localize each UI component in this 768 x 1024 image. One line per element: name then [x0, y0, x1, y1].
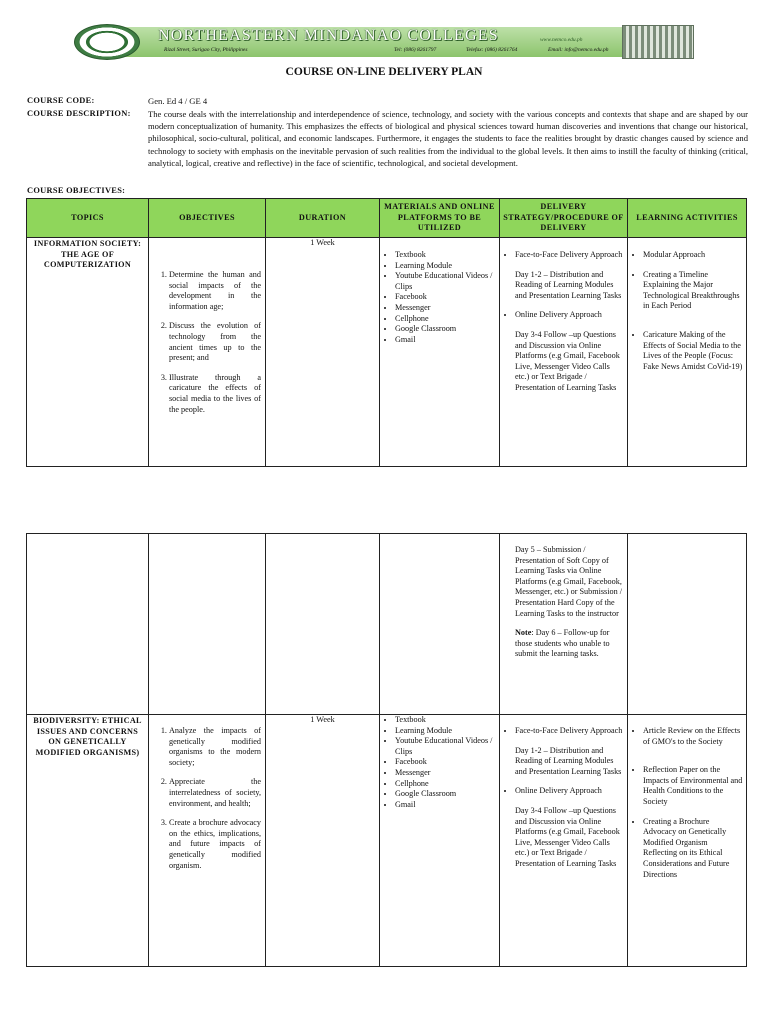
- topic-bold: BIODIVERSITY: [33, 716, 97, 725]
- material-item: • Gmail: [395, 335, 499, 346]
- header-delivery: DELIVERY STRATEGY/PROCEDURE OF DELIVERY: [500, 199, 628, 238]
- duration-cell: 1 Week: [266, 715, 380, 967]
- material-item: • Google Classroom: [395, 324, 499, 335]
- school-website: www.nemco.edu.ph: [540, 37, 583, 43]
- course-code-value: Gen. Ed 4 / GE 4: [148, 96, 208, 106]
- material-item: • Textbook: [395, 715, 499, 726]
- topic-cell: [27, 534, 149, 715]
- material-item: • Textbook: [395, 250, 499, 261]
- activity-item: • Creating a Timeline Explaining the Major Technological Breakthroughs in Each Period: [643, 270, 743, 312]
- school-seal-icon: [74, 24, 140, 60]
- school-email: Email: info@nemco.edu.ph: [548, 47, 609, 53]
- material-item: • Cellphone: [395, 314, 499, 325]
- letterhead: [74, 24, 694, 60]
- school-building-image: [622, 25, 694, 59]
- table-row: [27, 238, 747, 467]
- activity-item: • Reflection Paper on the Impacts of Environmental and Health Conditions to the Society: [643, 765, 743, 807]
- topic-cell: [27, 715, 149, 967]
- topic-cell: INFORMATION SOCIETY: THE AGE OF COMPUTERIZATION: [27, 238, 149, 467]
- duration-cell: 1 Week: [266, 238, 380, 467]
- delivery-approach: [515, 726, 624, 777]
- delivery-approach-title: • Online Delivery Approach: [515, 786, 602, 796]
- objectives-cell: [149, 534, 266, 715]
- header-objectives: OBJECTIVES: [149, 199, 266, 238]
- delivery-approach: [515, 310, 624, 393]
- material-item: • Youtube Educational Videos / Clips: [395, 271, 499, 292]
- activities-cell: [628, 534, 747, 715]
- header-topics: TOPICS: [27, 199, 149, 238]
- delivery-approach: [515, 786, 624, 869]
- activity-item: • Caricature Making of the Effects of Social Media to the Lives of the People (Focus: Fake News Amidst CoVid-19): [643, 330, 743, 372]
- header-activities: LEARNING ACTIVITIES: [628, 199, 747, 238]
- note-label: Note: [515, 628, 532, 638]
- objective-item: 1. Analyze the impacts of genetically modified organisms to the modern society;: [169, 726, 261, 768]
- activity-item: • Creating a Brochure Advocacy on Genetically Modified Organism Reflecting on its Ethical Considerations and Future Directions: [643, 817, 743, 881]
- objective-item: 1. Determine the human and social impacts of the development in the information age;: [169, 270, 261, 312]
- delivery-approach: [515, 250, 624, 301]
- objective-item: 2. Appreciate the interrelatedness of society, environment, and health;: [169, 777, 261, 809]
- material-item: • Gmail: [395, 800, 499, 811]
- school-name: NORTHEASTERN MINDANAO COLLEGES: [158, 27, 499, 44]
- header-materials: MATERIALS AND ONLINE PLATFORMS TO BE UTILIZED: [380, 199, 500, 238]
- delivery-plan-table-continued: [26, 533, 747, 967]
- note-text: : Day 6 – Follow-up for those students who unable to submit the learning tasks.: [515, 628, 610, 659]
- delivery-approach-detail: Day 1-2 – Distribution and Reading of Learning Modules and Presentation Learning Tasks: [515, 269, 622, 300]
- materials-cell: [380, 534, 500, 715]
- delivery-approach-detail: Day 1-2 – Distribution and Reading of Learning Modules and Presentation Learning Tasks: [515, 745, 622, 776]
- material-item: • Messenger: [395, 303, 499, 314]
- delivery-cell: [500, 534, 628, 715]
- delivery-approach-title: • Online Delivery Approach: [515, 310, 602, 320]
- material-item: • Google Classroom: [395, 789, 499, 800]
- material-item: • Facebook: [395, 757, 499, 768]
- school-telefax: Telefax: (086) 8261764: [466, 47, 518, 53]
- activities-cell: [628, 715, 747, 967]
- material-item: • Messenger: [395, 768, 499, 779]
- material-item: • Cellphone: [395, 779, 499, 790]
- objectives-cell: [149, 715, 266, 967]
- delivery-cell: [500, 238, 628, 467]
- course-description-label: COURSE DESCRIPTION:: [27, 109, 131, 118]
- activities-cell: [628, 238, 747, 467]
- materials-cell: [380, 715, 500, 967]
- delivery-note: [515, 628, 624, 660]
- material-item: • Learning Module: [395, 261, 499, 272]
- table-row: [27, 534, 747, 715]
- delivery-approach-detail: Day 3-4 Follow –up Questions and Discussion via Online Platforms (e.g Gmail, Facebook Live, Messenger Video Calls etc.) or Text Brigade / Presentation of Learning Tasks: [515, 329, 620, 392]
- school-tel: Tel: (086) 8261797: [394, 47, 437, 53]
- material-item: • Learning Module: [395, 726, 499, 737]
- delivery-continuation: Day 5 – Submission / Presentation of Soft Copy of Learning Tasks via Online Platforms (e.g Gmail, Facebook, Messenger, etc.) or Submission / Presentation Hard Copy of the Learning Tasks to the instructor: [515, 545, 623, 618]
- activity-item: • Modular Approach: [643, 250, 743, 261]
- objective-item: 3. Create a brochure advocacy on the ethics, implications, and future impacts of genetically modified organism.: [169, 818, 261, 871]
- header-duration: DURATION: [266, 199, 380, 238]
- course-objectives-label: COURSE OBJECTIVES:: [27, 186, 126, 195]
- table-row: [27, 715, 747, 967]
- delivery-approach-title: • Face-to-Face Delivery Approach: [515, 250, 623, 259]
- delivery-cell: [500, 715, 628, 967]
- delivery-plan-table: [26, 198, 747, 467]
- materials-cell: [380, 238, 500, 467]
- delivery-approach-title: • Face-to-Face Delivery Approach: [515, 726, 623, 735]
- objective-item: 2. Discuss the evolution of technology from the ancient times up to the present; and: [169, 321, 261, 363]
- material-item: • Facebook: [395, 292, 499, 303]
- table-header-row: [27, 199, 747, 238]
- activity-item: • Article Review on the Effects of GMO's to the Society: [643, 726, 743, 747]
- school-address: Rizal Street, Surigao City, Philippines: [164, 47, 248, 53]
- material-item: • Youtube Educational Videos / Clips: [395, 736, 499, 757]
- document-title: COURSE ON-LINE DELIVERY PLAN: [285, 66, 483, 78]
- duration-cell: [266, 534, 380, 715]
- course-description: The course deals with the interrelationship and interdependence of science, technology, and society with the various concepts and contexts that shape and are shaped by our modern conceptualization of humanity. This emphasizes the effects of biological and physical sciences toward human discoveries and inventions that change our historical, philosophical, socio-cultural, political, and economic landscapes. Furthermore, it engages the students to face the realities brought by drastic changes caused by science and technology to society with emphasis on the inevitable pervasion of such realities from the individual to the global levels. It then aims to instill the faculty of thinking (critical, analytical, logical, creative and reflective) in the face of scientific, technological, and societal development.: [148, 109, 748, 168]
- objective-item: 3. Illustrate through a caricature the effects of social media to the lives of the people.: [169, 373, 261, 415]
- course-code-label: COURSE CODE:: [27, 96, 95, 105]
- delivery-approach-detail: Day 3-4 Follow –up Questions and Discussion via Online Platforms (e.g Gmail, Facebook Live, Messenger Video Calls etc.) or Text Brigade / Presentation of Learning Tasks: [515, 805, 620, 868]
- topic-rest: : ETHICAL ISSUES AND CONCERNS ON GENETICALLY MODIFIED ORGANISMS): [35, 716, 142, 757]
- objectives-cell: [149, 238, 266, 467]
